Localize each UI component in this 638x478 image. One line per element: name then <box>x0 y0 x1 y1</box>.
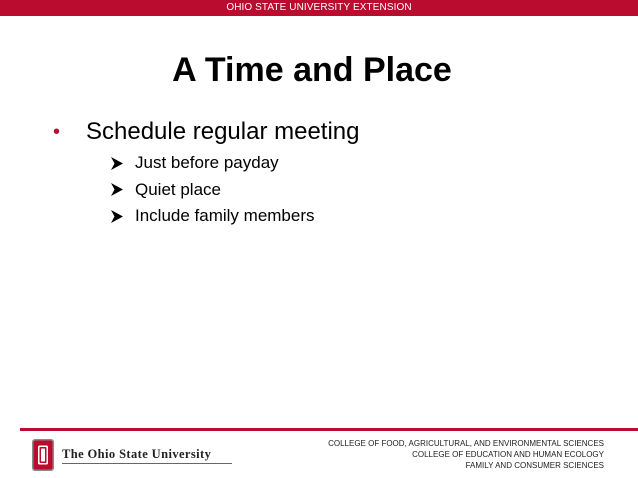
university-wordmark: The Ohio State University <box>62 446 212 461</box>
footer-divider <box>20 428 638 431</box>
wordmark-underline <box>62 463 232 464</box>
main-bullet-text: Schedule regular meeting <box>86 118 360 145</box>
sub-bullet-list <box>111 150 315 230</box>
college-list <box>328 438 604 471</box>
block-o-icon <box>32 439 54 471</box>
college-line: FAMILY AND CONSUMER SCIENCES <box>465 461 604 470</box>
university-logo <box>32 438 242 472</box>
slide-title: A Time and Place <box>172 51 452 89</box>
sub-bullet-item <box>111 177 315 204</box>
bullet-dot-icon: • <box>53 121 61 143</box>
banner-text: OHIO STATE UNIVERSITY EXTENSION <box>226 2 412 13</box>
arrow-bullet-icon <box>111 156 135 170</box>
sub-bullet-item <box>111 203 315 230</box>
sub-bullet-item <box>111 150 315 177</box>
college-line: COLLEGE OF EDUCATION AND HUMAN ECOLOGY <box>412 450 604 459</box>
arrow-bullet-icon <box>111 209 135 223</box>
arrow-bullet-icon <box>111 183 135 197</box>
sub-bullet-text: Just before payday <box>135 153 279 173</box>
sub-bullet-text: Include family members <box>135 206 315 226</box>
sub-bullet-text: Quiet place <box>135 179 221 199</box>
top-banner <box>0 0 638 16</box>
main-bullet <box>53 117 360 147</box>
college-line: COLLEGE OF FOOD, AGRICULTURAL, AND ENVIRONMENTAL SCIENCES <box>328 439 604 448</box>
